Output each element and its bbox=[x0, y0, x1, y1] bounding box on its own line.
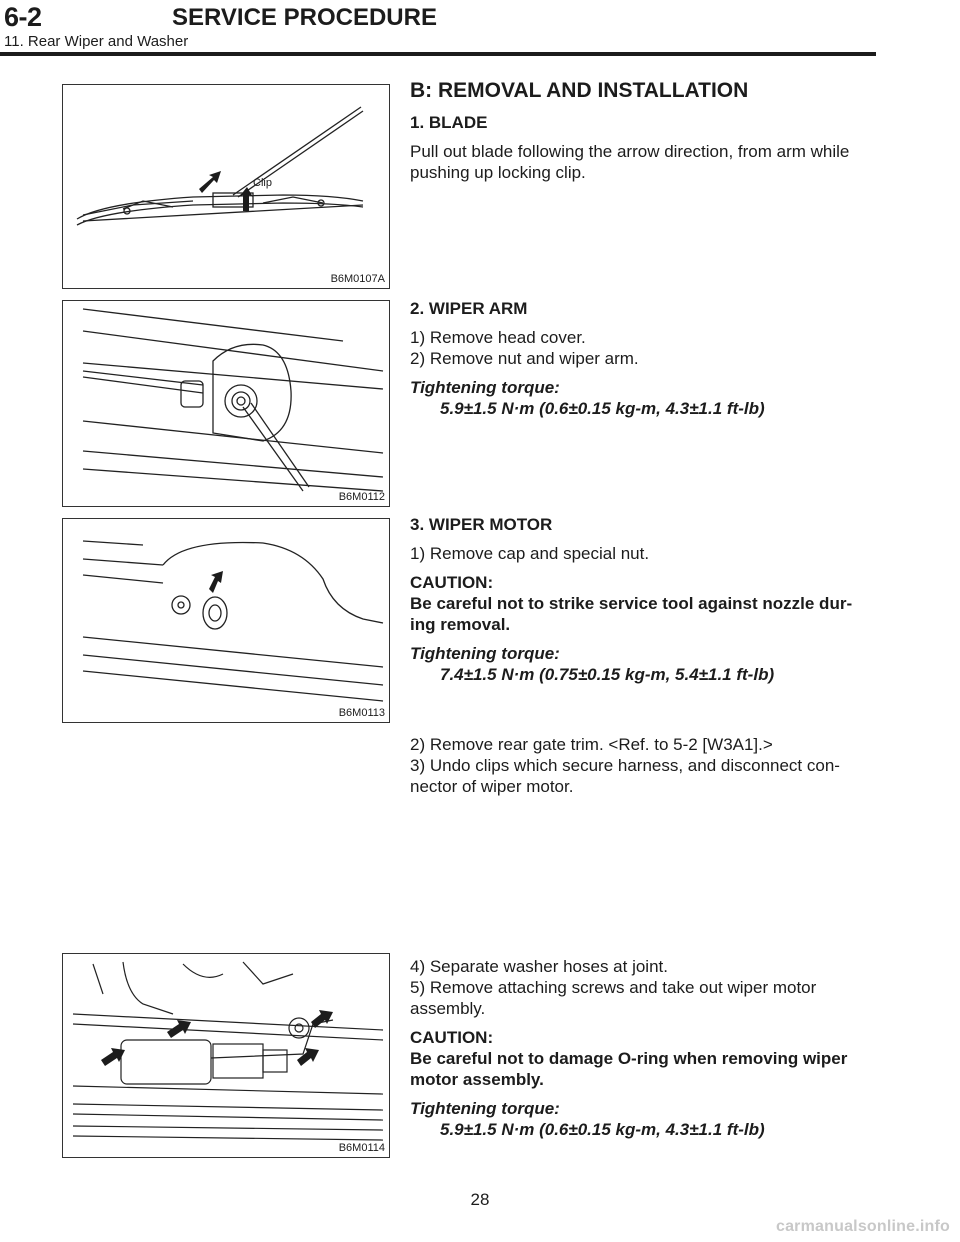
wiper-motor-steps-2-3 bbox=[410, 734, 878, 797]
wiper-motor-assembly-illustration bbox=[63, 954, 389, 1157]
wiper-arm-section bbox=[410, 298, 878, 419]
figure-wiper-motor-assembly bbox=[62, 953, 390, 1158]
blade-section bbox=[410, 78, 878, 183]
wiper-arm-illustration bbox=[63, 301, 389, 506]
caution2-label: CAUTION: bbox=[410, 1028, 494, 1047]
blade-heading: 1. BLADE bbox=[410, 113, 488, 132]
wiper-motor-steps-4-5 bbox=[410, 956, 878, 1140]
wiper-arm-torque-value: 5.9±1.5 N·m (0.6±0.15 kg-m, 4.3±1.1 ft-lb) bbox=[440, 399, 765, 418]
figure-blade bbox=[62, 84, 390, 289]
caution2-line1: Be careful not to damage O-ring when removing wiper bbox=[410, 1049, 848, 1068]
wiper-arm-torque-label: Tightening torque: bbox=[410, 378, 560, 397]
caution-line2: ing removal. bbox=[410, 615, 511, 634]
wiper-motor-step3-line2: nector of wiper motor. bbox=[410, 777, 574, 796]
caution-line1: Be careful not to strike service tool against nozzle dur- bbox=[410, 594, 853, 613]
wiper-motor-step5-line2: assembly. bbox=[410, 999, 486, 1018]
wiper-motor-torque2-value: 5.9±1.5 N·m (0.6±0.15 kg-m, 4.3±1.1 ft-lb) bbox=[440, 1120, 765, 1139]
figure-caption: B6M0107A bbox=[330, 273, 385, 285]
wiper-arm-step2: 2) Remove nut and wiper arm. bbox=[410, 349, 639, 368]
section-title: SERVICE PROCEDURE bbox=[172, 4, 437, 31]
wiper-motor-step2: 2) Remove rear gate trim. <Ref. to 5-2 [W3A1].> bbox=[410, 735, 773, 754]
wiper-motor-step1: 1) Remove cap and special nut. bbox=[410, 544, 650, 563]
wiper-motor-nut-illustration bbox=[63, 519, 389, 722]
figure-caption: B6M0114 bbox=[338, 1142, 385, 1154]
wiper-motor-step4: 4) Separate washer hoses at joint. bbox=[410, 957, 668, 976]
blade-illustration bbox=[63, 85, 389, 288]
wiper-motor-heading: 3. WIPER MOTOR bbox=[410, 515, 553, 534]
wiper-motor-step3-line1: 3) Undo clips which secure harness, and disconnect con- bbox=[410, 756, 840, 775]
clip-callout: Clip bbox=[253, 177, 272, 189]
section-code: 6-2 bbox=[4, 2, 42, 32]
section-heading: B: REMOVAL AND INSTALLATION bbox=[410, 79, 749, 102]
figure-wiper-arm bbox=[62, 300, 390, 507]
figure-wiper-motor-nut bbox=[62, 518, 390, 723]
wiper-motor-torque2-label: Tightening torque: bbox=[410, 1099, 560, 1118]
subsection-title: 11. Rear Wiper and Washer bbox=[4, 33, 189, 50]
watermark: carmanualsonline.info bbox=[775, 1218, 950, 1235]
wiper-motor-torque-label: Tightening torque: bbox=[410, 644, 560, 663]
figure-caption: B6M0112 bbox=[338, 491, 385, 503]
page-number: 28 bbox=[470, 1190, 490, 1209]
header-rule bbox=[0, 52, 876, 56]
wiper-motor-torque-value: 7.4±1.5 N·m (0.75±0.15 kg-m, 5.4±1.1 ft-lb) bbox=[440, 665, 775, 684]
blade-text-line1: Pull out blade following the arrow direction, from arm while bbox=[410, 142, 850, 161]
wiper-arm-heading: 2. WIPER ARM bbox=[410, 299, 528, 318]
wiper-motor-section bbox=[410, 514, 878, 685]
figure-caption: B6M0113 bbox=[338, 707, 385, 719]
wiper-arm-step1: 1) Remove head cover. bbox=[410, 328, 586, 347]
caution2-line2: motor assembly. bbox=[410, 1070, 544, 1089]
caution-label: CAUTION: bbox=[410, 573, 494, 592]
wiper-motor-step5-line1: 5) Remove attaching screws and take out wiper motor bbox=[410, 978, 817, 997]
blade-text-line2: pushing up locking clip. bbox=[410, 163, 586, 182]
